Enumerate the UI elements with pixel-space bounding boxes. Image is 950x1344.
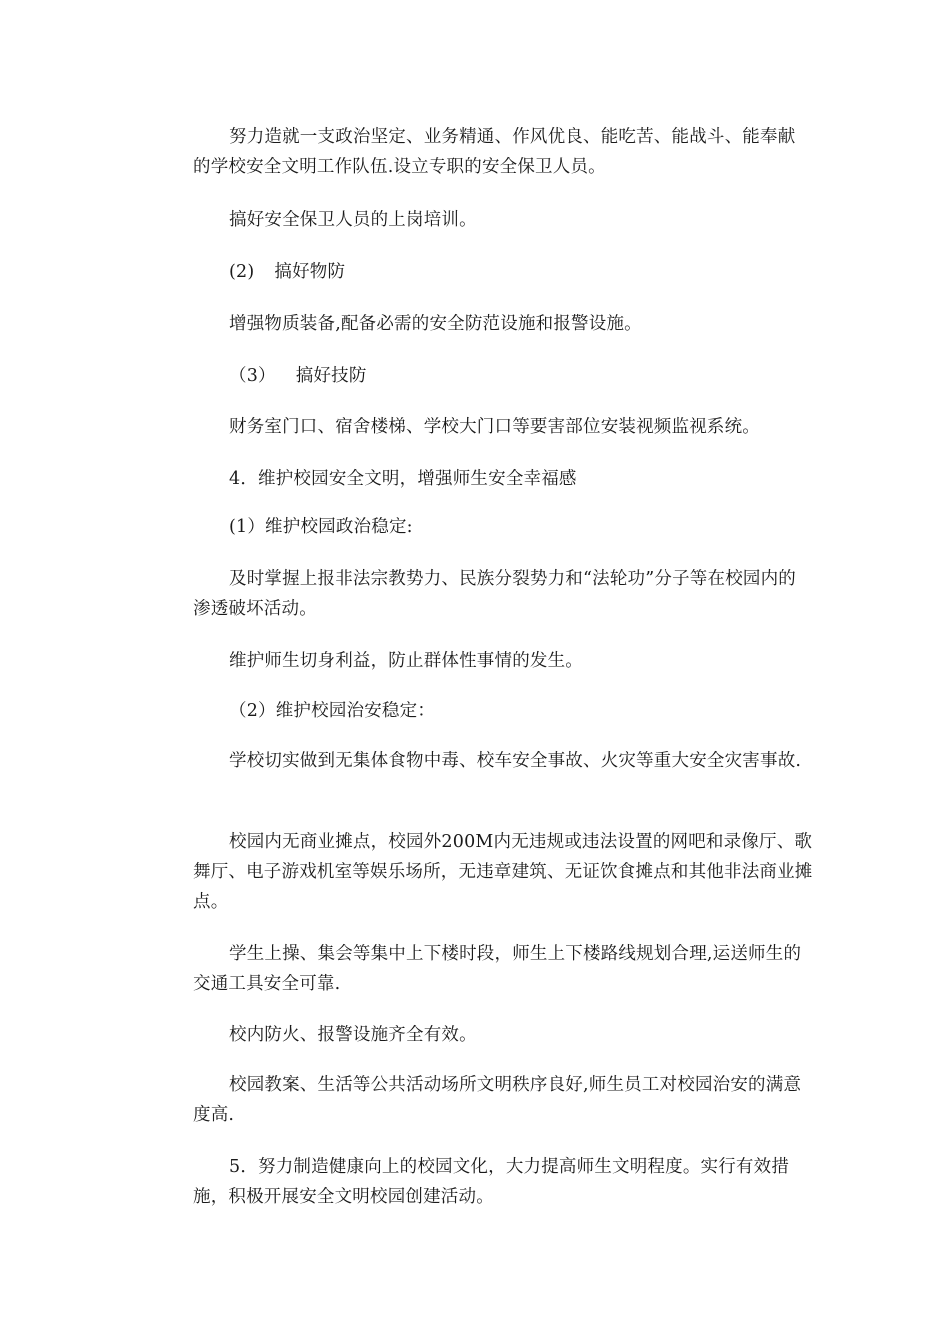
heading-section-4: 4．维护校园安全文明，增强师生安全幸福感	[229, 469, 577, 489]
paragraph-team-building: 努力造就一支政治坚定、业务精通、作风优良、能吃苦、能战斗、能奉献的学校安全文明工作队伍.设立专职的安全保卫人员。	[193, 127, 796, 177]
paragraph-fire-alarm: 校内防火、报警设施齐全有效。	[229, 1025, 477, 1045]
paragraph-commercial: 校园内无商业摊点，校园外200M内无违规或违法设置的网吧和录像厅、歌舞厅、电子游戏机室等娱乐场所，无违章建筑、无证饮食摊点和其他非法商业摊点。	[193, 832, 813, 912]
paragraph-accidents: 学校切实做到无集体食物中毒、校车安全事故、火灾等重大安全灾害事故.	[229, 751, 802, 771]
paragraph-stairs-traffic: 学生上操、集会等集中上下楼时段，师生上下楼路线规划合理,运送师生的交通工具安全可靠.	[193, 944, 802, 994]
paragraph-training: 搞好安全保卫人员的上岗培训。	[229, 210, 477, 230]
heading-physical-defense	[193, 257, 813, 287]
paragraph-public-places: 校园教案、生活等公共活动场所文明秩序良好,师生员工对校园治安的满意度高.	[193, 1075, 802, 1125]
paragraph-video-monitoring: 财务室门口、宿舍楼梯、学校大门口等要害部位安装视频监视系统。	[229, 417, 760, 437]
heading-technical-defense	[193, 361, 813, 391]
heading-technical-defense-text: 搞好技防	[295, 366, 367, 386]
heading-physical-defense-text: 搞好物防	[274, 262, 346, 282]
heading-physical-defense-number: (2)	[229, 262, 255, 282]
paragraph-illegal-activities: 及时掌握上报非法宗教势力、民族分裂势力和“法轮功”分子等在校园内的渗透破坏活动。	[193, 569, 796, 619]
paragraph-rights: 维护师生切身利益，防止群体性事情的发生。	[229, 651, 583, 671]
heading-public-order: （2）维护校园治安稳定：	[229, 701, 436, 721]
heading-technical-defense-number: （3）	[229, 366, 276, 386]
paragraph-equipment: 增强物质装备,配备必需的安全防范设施和报警设施。	[229, 314, 642, 334]
heading-section-5: 5．努力制造健康向上的校园文化，大力提高师生文明程度。实行有效措施，积极开展安全文明校园创建活动。	[193, 1157, 790, 1207]
heading-political-stability: (1）维护校园政治稳定:	[229, 517, 413, 537]
